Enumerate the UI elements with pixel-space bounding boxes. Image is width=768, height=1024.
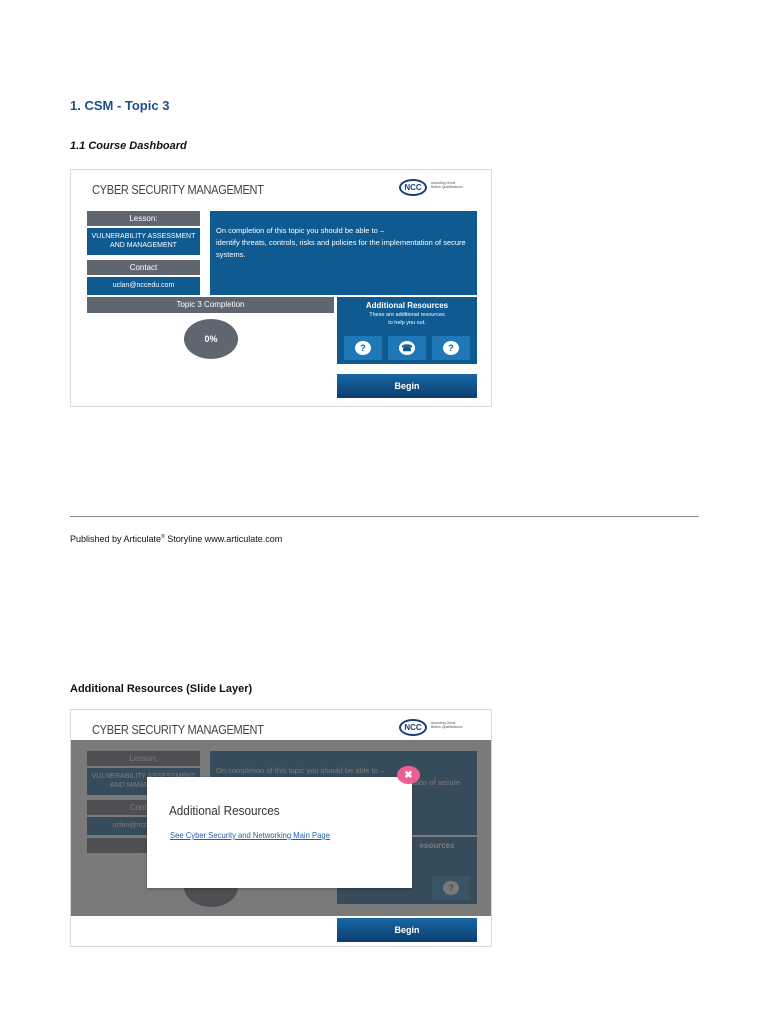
objective-line-2: identify threats, controls, risks and policies for the implementation of secure systems. xyxy=(216,238,466,259)
ncc-logo-mark: NCC xyxy=(399,179,427,196)
help-resource-button[interactable] xyxy=(344,336,382,360)
section-heading: 1. CSM - Topic 3 xyxy=(70,98,170,113)
lesson-value: VULNERABILITY ASSESSMENT AND MANAGEMENT xyxy=(87,228,200,255)
divider xyxy=(70,516,699,517)
slide-title: CYBER SECURITY MANAGEMENT xyxy=(92,183,264,197)
close-icon[interactable]: ✖ xyxy=(397,766,420,784)
lightbulb-help-icon: ? xyxy=(355,341,371,355)
course-dashboard-slide xyxy=(70,169,492,407)
ncc-logo xyxy=(399,718,463,738)
lesson-label: Lesson: xyxy=(87,211,200,226)
additional-resources-layer-slide xyxy=(70,709,492,947)
resources-desc-1: These are additional resources xyxy=(369,312,445,318)
objectives-panel xyxy=(210,211,477,295)
begin-button[interactable]: Begin xyxy=(337,374,477,398)
resources-desc-2: to help you out. xyxy=(388,319,426,326)
ncc-logo-subtext: Awarding Great British Qualifications xyxy=(431,721,463,729)
objective-line-1: On completion of this topic you should be able to – xyxy=(216,226,385,235)
additional-resources-modal xyxy=(147,777,412,888)
modal-title: Additional Resources xyxy=(169,803,280,818)
contact-resource-button[interactable] xyxy=(388,336,426,360)
faq-resource-button[interactable] xyxy=(432,336,470,360)
completion-percent: 0% xyxy=(184,319,238,359)
slide-title: CYBER SECURITY MANAGEMENT xyxy=(92,723,264,737)
published-by: Published by Articulate® Storyline www.articulate.com xyxy=(70,534,283,544)
begin-button[interactable]: Begin xyxy=(337,918,477,942)
contact-email[interactable]: uclan@nccedu.com xyxy=(87,277,200,295)
phone-icon: ☎ xyxy=(399,341,415,355)
additional-resources-panel xyxy=(337,297,477,364)
question-icon: ? xyxy=(443,341,459,355)
resources-title: Additional Resources xyxy=(365,301,449,310)
ncc-logo xyxy=(399,178,463,198)
completion-label: Topic 3 Completion xyxy=(87,297,334,313)
main-page-link[interactable]: See Cyber Security and Networking Main Page xyxy=(170,830,330,840)
subsection-heading: 1.1 Course Dashboard xyxy=(70,140,187,152)
contact-label: Contact xyxy=(87,260,200,275)
ncc-logo-subtext: Awarding Great British Qualifications xyxy=(431,181,463,189)
ncc-logo-mark: NCC xyxy=(399,719,427,736)
slide-layer-heading: Additional Resources (Slide Layer) xyxy=(70,683,253,695)
